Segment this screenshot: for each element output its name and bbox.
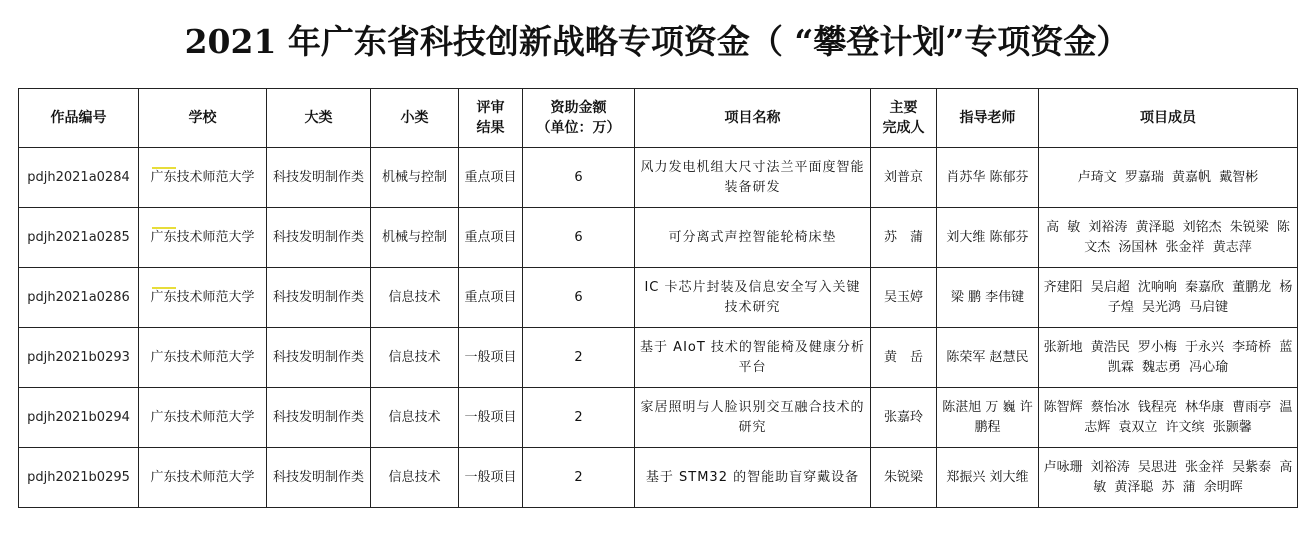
- cell-school-text: 广东技术师范大学: [150, 168, 254, 188]
- cell-advisor: 陈湛旭 万 巍 许鹏程: [937, 388, 1039, 448]
- cell-subcategory: 信息技术: [371, 328, 459, 388]
- cell-school: [139, 148, 267, 208]
- cell-school-text: 广东技术师范大学: [150, 469, 255, 485]
- cell-review: 一般项目: [459, 448, 523, 508]
- cell-project: IC 卡芯片封装及信息安全写入关键技术研究: [635, 268, 871, 328]
- header-project: 项目名称: [635, 89, 871, 148]
- header-school: 学校: [139, 89, 267, 148]
- cell-members: 高 敏 刘裕涛 黄泽聪 刘铭杰 朱锐梁 陈文杰 汤国林 张金祥 黄志萍: [1039, 208, 1298, 268]
- cell-project: 风力发电机组大尺寸法兰平面度智能装备研发: [635, 148, 871, 208]
- table-row: [19, 148, 1298, 208]
- cell-advisor: 梁 鹏 李伟键: [937, 268, 1039, 328]
- cell-id: pdjh2021a0284: [19, 148, 139, 208]
- page-title: 2021 年广东省科技创新战略专项资金（ “攀登计划”专项资金）: [184, 22, 1130, 61]
- cell-review: 重点项目: [459, 208, 523, 268]
- cell-review: 一般项目: [459, 388, 523, 448]
- cell-subcategory: 信息技术: [371, 448, 459, 508]
- cell-subcategory: 机械与控制: [371, 148, 459, 208]
- cell-school: [139, 328, 267, 388]
- cell-leader: 黄 岳: [871, 328, 937, 388]
- cell-category: 科技发明制作类: [267, 268, 371, 328]
- header-category: 大类: [267, 89, 371, 148]
- cell-school: [139, 448, 267, 508]
- header-leader-line2: 完成人: [882, 120, 925, 136]
- cell-category: 科技发明制作类: [267, 388, 371, 448]
- header-funding: [523, 89, 635, 148]
- cell-category: 科技发明制作类: [267, 148, 371, 208]
- cell-school-text: 广东技术师范大学: [150, 409, 255, 425]
- header-id: 作品编号: [19, 89, 139, 148]
- cell-school-text: 广东技术师范大学: [150, 228, 254, 248]
- header-review: [459, 89, 523, 148]
- cell-leader: 苏 蒲: [871, 208, 937, 268]
- header-review-line2: 结果: [476, 120, 505, 136]
- table-row: [19, 328, 1298, 388]
- cell-school-text: 广东技术师范大学: [150, 349, 255, 365]
- cell-funding: 6: [523, 208, 635, 268]
- cell-school-text: 广东技术师范大学: [150, 288, 254, 308]
- cell-id: pdjh2021a0285: [19, 208, 139, 268]
- cell-advisor: 陈荣军 赵慧民: [937, 328, 1039, 388]
- table-row: [19, 208, 1298, 268]
- table-row: [19, 268, 1298, 328]
- cell-leader: 吴玉婷: [871, 268, 937, 328]
- table-row: [19, 448, 1298, 508]
- cell-school: [139, 388, 267, 448]
- header-leader-line1: 主要: [889, 100, 918, 116]
- cell-school: [139, 208, 267, 268]
- cell-project: 可分离式声控智能轮椅床垫: [635, 208, 871, 268]
- table-row: [19, 388, 1298, 448]
- header-advisor: 指导老师: [937, 89, 1039, 148]
- cell-project: 家居照明与人脸识别交互融合技术的研究: [635, 388, 871, 448]
- header-funding-line2: （单位：万）: [536, 120, 621, 136]
- cell-review: 一般项目: [459, 328, 523, 388]
- cell-funding: 6: [523, 268, 635, 328]
- header-leader: [871, 89, 937, 148]
- cell-id: pdjh2021a0286: [19, 268, 139, 328]
- cell-category: 科技发明制作类: [267, 328, 371, 388]
- cell-review: 重点项目: [459, 268, 523, 328]
- cell-subcategory: 信息技术: [371, 268, 459, 328]
- funding-table: [18, 88, 1298, 508]
- cell-funding: 6: [523, 148, 635, 208]
- cell-id: pdjh2021b0293: [19, 328, 139, 388]
- header-funding-line1: 资助金额: [550, 100, 607, 116]
- cell-members: 卢琦文 罗嘉瑞 黄嘉帆 戴智彬: [1039, 148, 1298, 208]
- cell-subcategory: 信息技术: [371, 388, 459, 448]
- cell-leader: 朱锐梁: [871, 448, 937, 508]
- cell-subcategory: 机械与控制: [371, 208, 459, 268]
- cell-id: pdjh2021b0295: [19, 448, 139, 508]
- cell-category: 科技发明制作类: [267, 208, 371, 268]
- cell-members: 卢咏珊 刘裕涛 吴思进 张金祥 吴紫泰 高 敏 黄泽聪 苏 蒲 余明晖: [1039, 448, 1298, 508]
- cell-school: [139, 268, 267, 328]
- cell-members: 张新地 黄浩民 罗小梅 于永兴 李琦桥 蓝凯霖 魏志勇 冯心瑜: [1039, 328, 1298, 388]
- table-header-row: [19, 89, 1298, 148]
- cell-project: 基于 STM32 的智能助盲穿戴设备: [635, 448, 871, 508]
- cell-advisor: 肖苏华 陈郁芬: [937, 148, 1039, 208]
- cell-leader: 刘普京: [871, 148, 937, 208]
- header-review-line1: 评审: [476, 100, 505, 116]
- cell-project: 基于 AIoT 技术的智能椅及健康分析平台: [635, 328, 871, 388]
- cell-members: 陈智辉 蔡怡冰 钱程亮 林华康 曹雨亭 温志辉 袁双立 许文缤 张颢馨: [1039, 388, 1298, 448]
- cell-funding: 2: [523, 388, 635, 448]
- cell-funding: 2: [523, 448, 635, 508]
- cell-members: 齐建阳 吴启超 沈响响 秦嘉欣 董鹏龙 杨子煌 吴光鸿 马启键: [1039, 268, 1298, 328]
- cell-advisor: 刘大维 陈郁芬: [937, 208, 1039, 268]
- cell-category: 科技发明制作类: [267, 448, 371, 508]
- header-subcategory: 小类: [371, 89, 459, 148]
- cell-id: pdjh2021b0294: [19, 388, 139, 448]
- cell-review: 重点项目: [459, 148, 523, 208]
- cell-advisor: 郑振兴 刘大维: [937, 448, 1039, 508]
- header-members: 项目成员: [1039, 89, 1298, 148]
- cell-leader: 张嘉玲: [871, 388, 937, 448]
- cell-funding: 2: [523, 328, 635, 388]
